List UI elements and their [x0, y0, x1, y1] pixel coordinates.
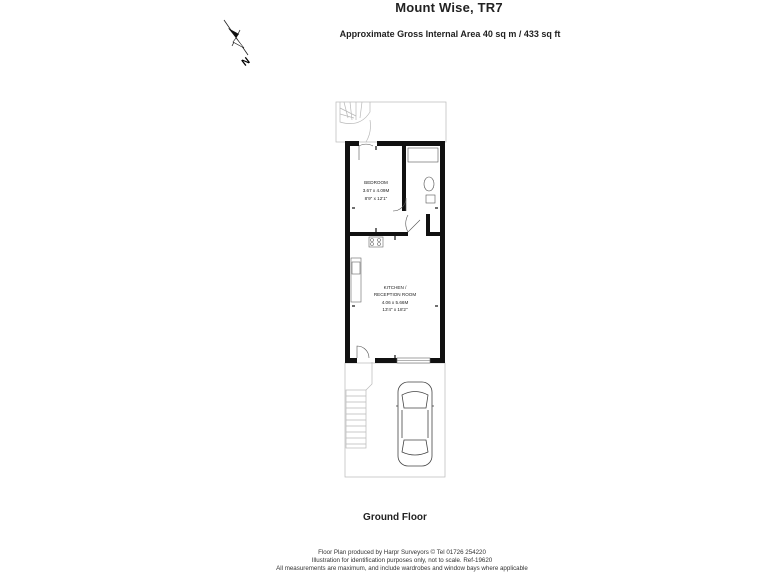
floor-label: [0, 512, 768, 523]
rear-door: [359, 144, 373, 160]
bedroom-name: BEDROOM: [364, 180, 388, 185]
wall-top-right: [377, 141, 445, 146]
sink-icon: [352, 262, 360, 274]
wall-bathroom-lower: [426, 214, 430, 236]
external-steps: [346, 362, 372, 448]
walls: [345, 141, 445, 363]
bathroom: [408, 148, 438, 203]
footer-text-2: Illustration for identification purposes only, not to scale. Ref-19620: [311, 557, 493, 564]
bedroom-door: [406, 215, 420, 232]
toilet-icon: [424, 177, 434, 191]
car-icon: [396, 382, 434, 466]
footer-line-3: [0, 565, 768, 573]
wall-bottom-left: [345, 358, 357, 363]
front-area: [345, 362, 445, 477]
doors: [357, 144, 420, 358]
wall-left: [345, 141, 350, 363]
floor-label-text: Ground Floor: [363, 512, 427, 523]
compass: [224, 20, 252, 69]
wall-bottom-right: [430, 358, 445, 363]
footer-line-2: [0, 557, 768, 565]
title-text: Mount Wise, TR7: [395, 0, 503, 15]
kitchen-name: KITCHEN /: [383, 285, 407, 290]
kitchen-name-2: RECEPTION ROOM: [373, 292, 417, 297]
terrace-outline: [336, 102, 446, 142]
footer-line-1: [0, 549, 768, 557]
bedroom-metric: 3.67 x 4.09M: [362, 188, 390, 193]
compass-needle-dark: [228, 28, 239, 38]
footer-text-1: Floor Plan produced by Harpr Surveyors © Tel 01726 254220: [318, 549, 486, 556]
kitchen-worktop: [351, 258, 361, 302]
windows: [397, 358, 430, 363]
wall-bottom-mid: [375, 358, 397, 363]
wall-partition: [345, 232, 408, 236]
shower-tray: [408, 148, 438, 162]
rear-terrace: [336, 102, 446, 142]
kitchen-metric: 4.06 x 5.66M: [381, 300, 409, 305]
basin-icon: [426, 195, 435, 203]
bedroom-imperial: 8'9" x 12'1": [364, 196, 388, 201]
wall-right: [440, 141, 445, 363]
front-door: [357, 346, 369, 358]
dimension-ticks: [352, 146, 438, 358]
wall-top-left: [345, 141, 359, 146]
compass-label: N: [239, 55, 253, 69]
kitchen-imperial: 13'4" x 18'2": [382, 307, 408, 312]
area-text: Approximate Gross Internal Area 40 sq m / 433 sq ft: [339, 29, 561, 39]
compass-needle-light: [233, 38, 244, 48]
spiral-stair: [340, 102, 371, 142]
footer-text-3: All measurements are maximum, and include wardrobes and window bays where applicable: [276, 565, 528, 572]
